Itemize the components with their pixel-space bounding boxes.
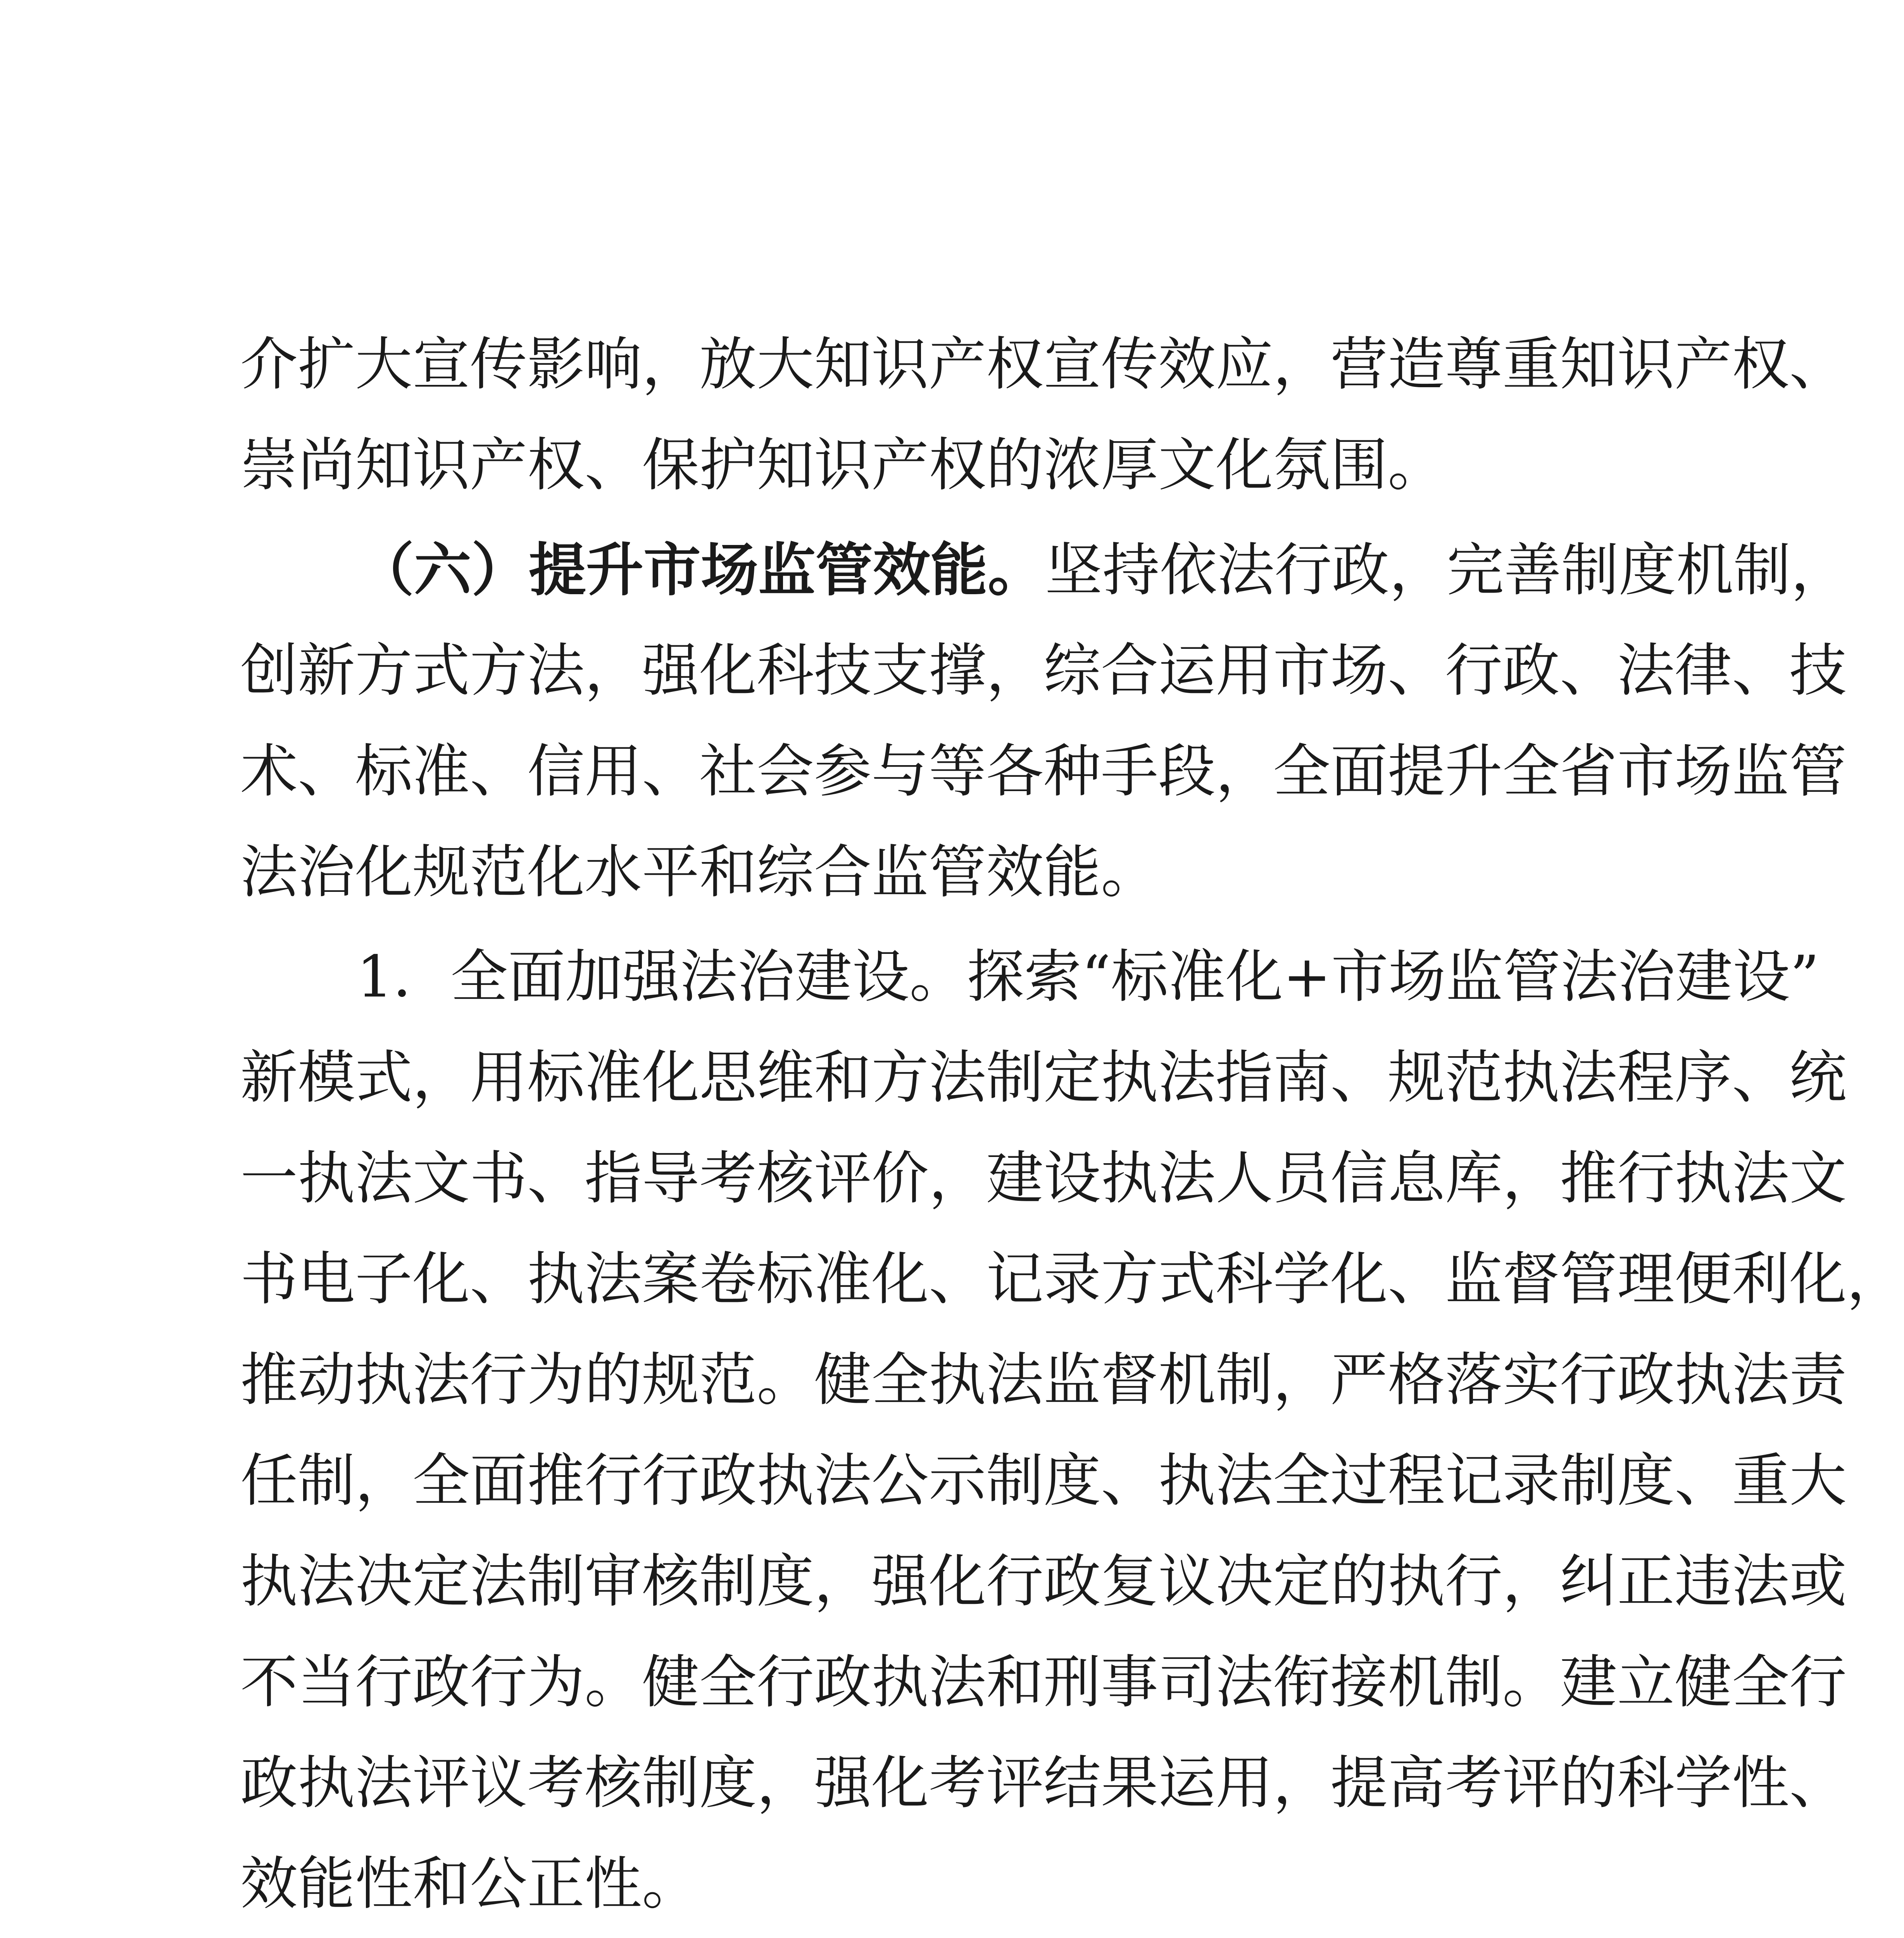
paragraph-line: 推动执法行为的规范。健全执法监督机制，严格落实行政执法责	[240, 1347, 1847, 1413]
section-heading: （六）提升市场监管效能。	[357, 536, 1045, 603]
paragraph-line: 书电子化、执法案卷标准化、记录方式科学化、监督管理便利化，	[240, 1246, 1904, 1312]
paragraph-line: 任制，全面推行行政执法公示制度、执法全过程记录制度、重大	[240, 1447, 1847, 1514]
paragraph-line: 新模式，用标准化思维和方法制定执法指南、规范执法程序、统	[240, 1044, 1847, 1111]
paragraph-line: 崇尚知识产权、保护知识产权的浓厚文化氛围。	[240, 432, 1445, 498]
paragraph-line: 效能性和公正性。	[240, 1850, 699, 1917]
paragraph-line: 创新方式方法，强化科技支撑，综合运用市场、行政、法律、技	[240, 637, 1847, 704]
subsection-line: 1．全面加强法治建设。探索“标准化+市场监管法治建设”	[357, 943, 1819, 1010]
paragraph-line: 执法决定法制审核制度，强化行政复议决定的执行，纠正违法或	[240, 1548, 1847, 1615]
paragraph-line: 一执法文书、指导考核评价，建设执法人员信息库，推行执法文	[240, 1145, 1847, 1212]
paragraph-line: 政执法评议考核制度，强化考评结果运用，提高考评的科学性、	[240, 1750, 1847, 1816]
paragraph-line: 不当行政行为。健全行政执法和刑事司法衔接机制。建立健全行	[240, 1649, 1847, 1716]
document-body	[240, 314, 1904, 1938]
paragraph-line: 术、标准、信用、社会参与等各种手段，全面提升全省市场监管	[240, 738, 1847, 805]
paragraph-text: 坚持依法行政，完善制度机制，	[1045, 537, 1848, 603]
paragraph-line: 法治化规范化水平和综合监管效能。	[240, 839, 1158, 905]
paragraph-line: 介扩大宣传影响，放大知识产权宣传效应，营造尊重知识产权、	[240, 331, 1847, 398]
section-heading-line	[240, 519, 1848, 620]
